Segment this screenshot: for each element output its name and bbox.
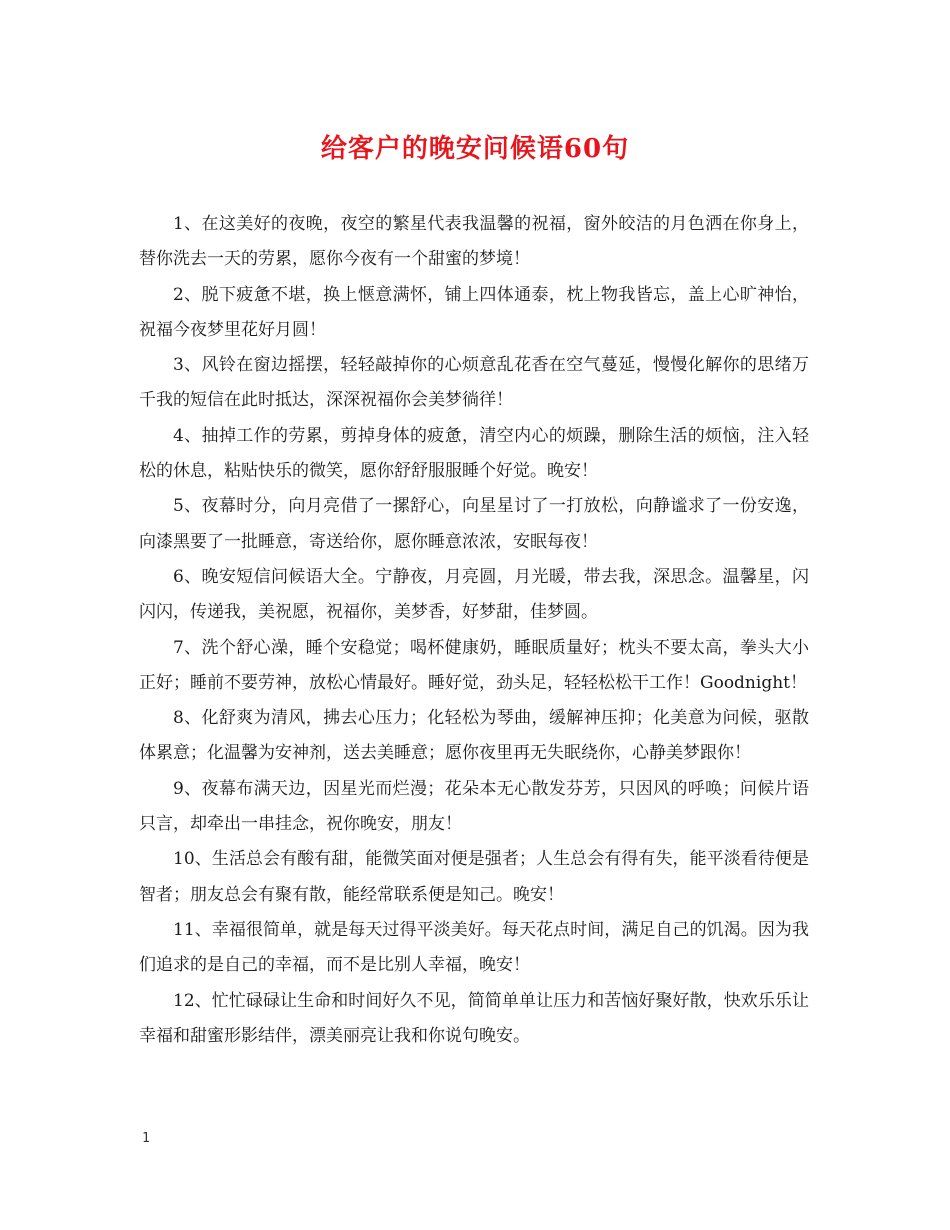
paragraph-3: 3、风铃在窗边摇摆，轻轻敲掉你的心烦意乱花香在空气蔓延，慢慢化解你的思绪万千我的短信在此时抵达，深深祝福你会美梦徜徉！	[139, 355, 809, 411]
paragraph-4: 4、抽掉工作的劳累，剪掉身体的疲惫，清空内心的烦躁，删除生活的烦恼，注入轻松的休息，粘贴快乐的微笑，愿你舒舒服服睡个好觉。晚安！	[139, 425, 809, 482]
paragraph-12: 12、忙忙碌碌让生命和时间好久不见，简简单单让压力和苦恼好聚好散，快欢乐乐让幸福和甜蜜形影结伴，漂美丽亮让我和你说句晚安。	[139, 990, 809, 1046]
paragraph-8: 8、化舒爽为清风，拂去心压力；化轻松为琴曲，缓解神压抑；化美意为问候，驱散体累意；化温馨为安神剂，送去美睡意；愿你夜里再无失眠绕你，心静美梦跟你！	[139, 708, 809, 764]
paragraph-1: 1、在这美好的夜晚，夜空的繁星代表我温馨的祝福，窗外皎洁的月色洒在你身上，替你洗去一天的劳累，愿你今夜有一个甜蜜的梦境！	[139, 214, 809, 270]
document-title: 给客户的晚安问候语60句	[320, 134, 630, 164]
document-body	[139, 207, 809, 1054]
page-number: 1	[142, 1131, 150, 1146]
paragraph-9: 9、夜幕布满天边，因星光而烂漫；花朵本无心散发芬芳，只因风的呼唤；问候片语只言，却牵出一串挂念，祝你晚安，朋友！	[139, 778, 809, 835]
paragraph-5: 5、夜幕时分，向月亮借了一摞舒心，向星星讨了一打放松，向静谧求了一份安逸，向漆黑要了一批睡意，寄送给你，愿你睡意浓浓，安眠每夜！	[139, 496, 809, 552]
paragraph-10: 10、生活总会有酸有甜，能微笑面对便是强者；人生总会有得有失，能平淡看待便是智者；朋友总会有聚有散，能经常联系便是知己。晚安！	[139, 849, 809, 905]
paragraph-7: 7、洗个舒心澡，睡个安稳觉；喝杯健康奶，睡眠质量好；枕头不要太高，拳头大小正好；睡前不要劳神，放松心情最好。睡好觉，劲头足，轻轻松松干工作！Goodnight！	[139, 637, 809, 693]
paragraph-11: 11、幸福很简单，就是每天过得平淡美好。每天花点时间，满足自己的饥渴。因为我们追求的是自己的幸福，而不是比别人幸福，晚安！	[139, 919, 809, 976]
paragraph-6: 6、晚安短信问候语大全。宁静夜，月亮圆，月光暖，带去我，深思念。温馨星，闪闪闪，传递我，美祝愿，祝福你，美梦香，好梦甜，佳梦圆。	[139, 566, 809, 623]
paragraph-2: 2、脱下疲惫不堪，换上惬意满怀，铺上四体通泰，枕上物我皆忘，盖上心旷神怡，祝福今夜梦里花好月圆！	[139, 284, 809, 340]
